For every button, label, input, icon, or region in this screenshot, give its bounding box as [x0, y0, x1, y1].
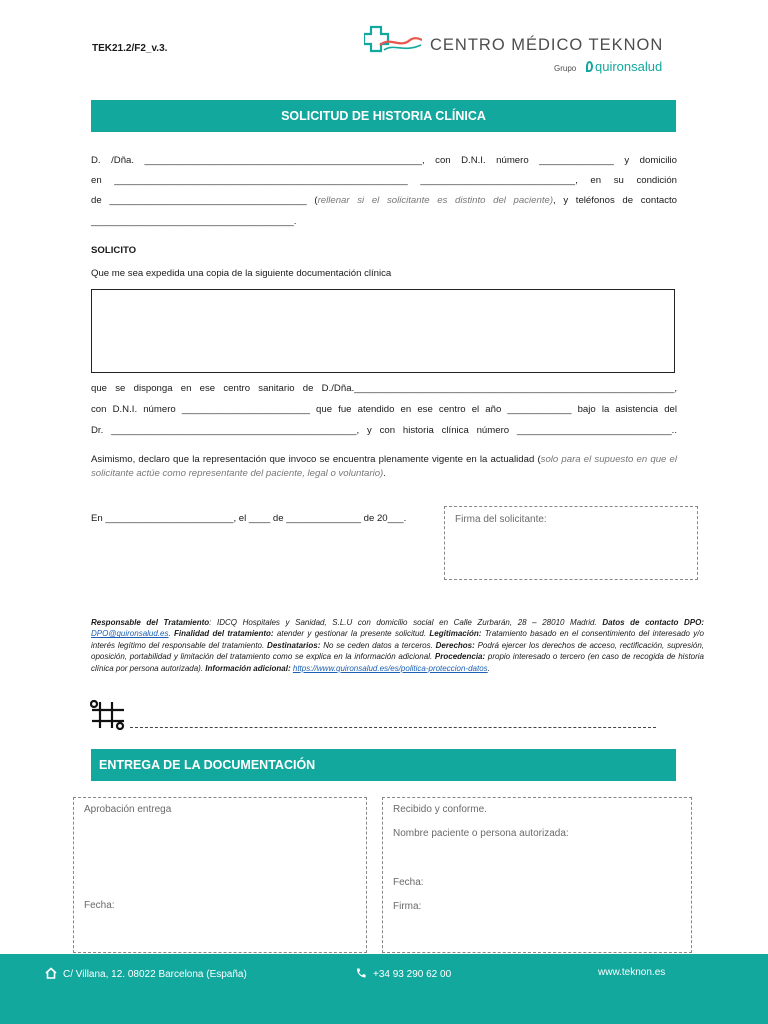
footer [0, 954, 768, 1024]
legal-destinatarios-label: Destinatarios: [267, 640, 321, 650]
phone-label: , y teléfonos de contacto [553, 195, 677, 206]
scissors-icon [90, 700, 126, 730]
condition-hint: rellenar si el solicitante es distinto del paciente) [317, 195, 554, 206]
legal-sep: . [168, 629, 175, 639]
declaration-hint: solo para el supuesto en que el solicitante actúe como representante del paciente, legal o voluntario) [91, 454, 677, 479]
legal-responsable-label: Responsable del Tratamiento [91, 618, 210, 627]
logo-name: CENTRO MÉDICO TEKNON [430, 36, 664, 54]
footer-phone [355, 967, 451, 980]
receipt-box[interactable] [382, 797, 692, 953]
approval-date-label: Fecha: [84, 900, 115, 911]
applicant-name-line[interactable]: D. /Dña. ____________________________________________________, con D.N.I. número ______________ y domicilio [91, 155, 677, 166]
place-date-line[interactable]: En ________________________, el ____ de ______________ de 20___. [91, 513, 407, 524]
doctor-line[interactable]: Dr. ______________________________________________, y con historia clínica número _____________________________.. [91, 425, 677, 436]
receipt-name-label: Nombre paciente o persona autorizada: [393, 828, 569, 839]
legal-derechos-text: Podrá ejercer los derechos de acceso, rectificación, supresión, oposición, portabilidad y limitación del tratamiento como se explica en la información adicional. [91, 640, 705, 662]
legal-procedencia-label: Procedencia: [434, 652, 486, 662]
contact-phone-line[interactable]: ______________________________________. [91, 216, 297, 227]
legal-info-label: Información adicional: [205, 663, 291, 673]
solicito-text: Que me sea expedida una copia de la siguiente documentación clínica [91, 268, 392, 279]
document-code: TEK21.2/F2_v.3. [92, 43, 168, 54]
legal-derechos-label: Derechos: [435, 640, 475, 650]
privacy-policy-link[interactable]: https://www.quironsalud.es/es/politica-proteccion-datos [292, 663, 488, 673]
legal-finalidad-label: Finalidad del tratamiento: [174, 629, 274, 639]
cut-line [130, 727, 656, 728]
approval-label: Aprobación entrega [84, 804, 172, 815]
logo-group-label: Grupo [554, 64, 577, 73]
declaration-end: . [383, 468, 386, 479]
declaration-text: Asimismo, declaro que la representación que invoco se encuentra plenamente vigente en la actualidad ( [91, 454, 541, 465]
signature-label: Firma del solicitante: [455, 514, 547, 525]
footer-phone-text: +34 93 290 62 00 [373, 969, 452, 980]
legal-dpo-label: Datos de contacto DPO: [602, 618, 704, 627]
phone-icon [355, 967, 367, 979]
teknon-logo-icon [364, 25, 422, 55]
condition-field: de _____________________________________ ( [91, 195, 318, 206]
privacy-notice [91, 617, 704, 674]
declaration-paragraph [91, 453, 677, 481]
legal-legitimacion-text: Tratamiento basado en el consentimiento del interesado y/o interés legítimo del responsable del tratamiento. [91, 629, 704, 650]
quironsalud-logo-icon [586, 61, 593, 72]
solicito-heading: SOLICITO [91, 245, 137, 256]
legal-procedencia-text: propio interesado o tercero (en caso de recogida de historia clínica por persona autorizada). [91, 652, 705, 673]
footer-address-text: C/ Villana, 12. 08022 Barcelona (España) [63, 969, 247, 980]
form-title: SOLICITUD DE HISTORIA CLÍNICA [91, 100, 676, 132]
receipt-date-label: Fecha: [393, 877, 424, 888]
legal-responsable-text: : IDCQ Hospitales y Sanidad, S.L.U con domicilio social en Calle Zurbarán, 28 – 28010 Madrid. [209, 618, 603, 627]
approval-box[interactable] [73, 797, 367, 953]
receipt-sign-label: Firma: [393, 901, 422, 912]
quironsalud-brand-text: quironsalud [595, 59, 663, 74]
quironsalud-logo [586, 59, 662, 74]
footer-web[interactable]: www.teknon.es [598, 967, 666, 978]
documentation-textarea[interactable] [91, 289, 675, 373]
legal-legitimacion-label: Legitimación: [429, 629, 482, 639]
patient-dni-line[interactable]: con D.N.I. número ________________________ que fue atendido en ese centro el año ____________ bajo la asistencia del [91, 404, 677, 415]
signature-box[interactable] [444, 506, 698, 580]
footer-address [45, 967, 247, 980]
applicant-condition-line[interactable] [91, 195, 677, 206]
legal-end: . [487, 663, 490, 673]
legal-destinatarios-text: No se ceden datos a terceros. [320, 640, 436, 650]
home-icon [45, 967, 57, 979]
receipt-label: Recibido y conforme. [393, 804, 487, 815]
patient-name-line[interactable]: que se disponga en ese centro sanitario de D./Dña.____________________________________________________________, [91, 383, 677, 394]
delivery-section-title: ENTREGA DE LA DOCUMENTACIÓN [91, 749, 676, 781]
applicant-address-line[interactable]: en _______________________________________________________ _____________________________, en su condición [91, 175, 677, 186]
legal-finalidad-text: atender y gestionar la presente solicitud. [273, 629, 430, 639]
dpo-email-link[interactable]: DPO@quironsalud.es [91, 629, 169, 639]
